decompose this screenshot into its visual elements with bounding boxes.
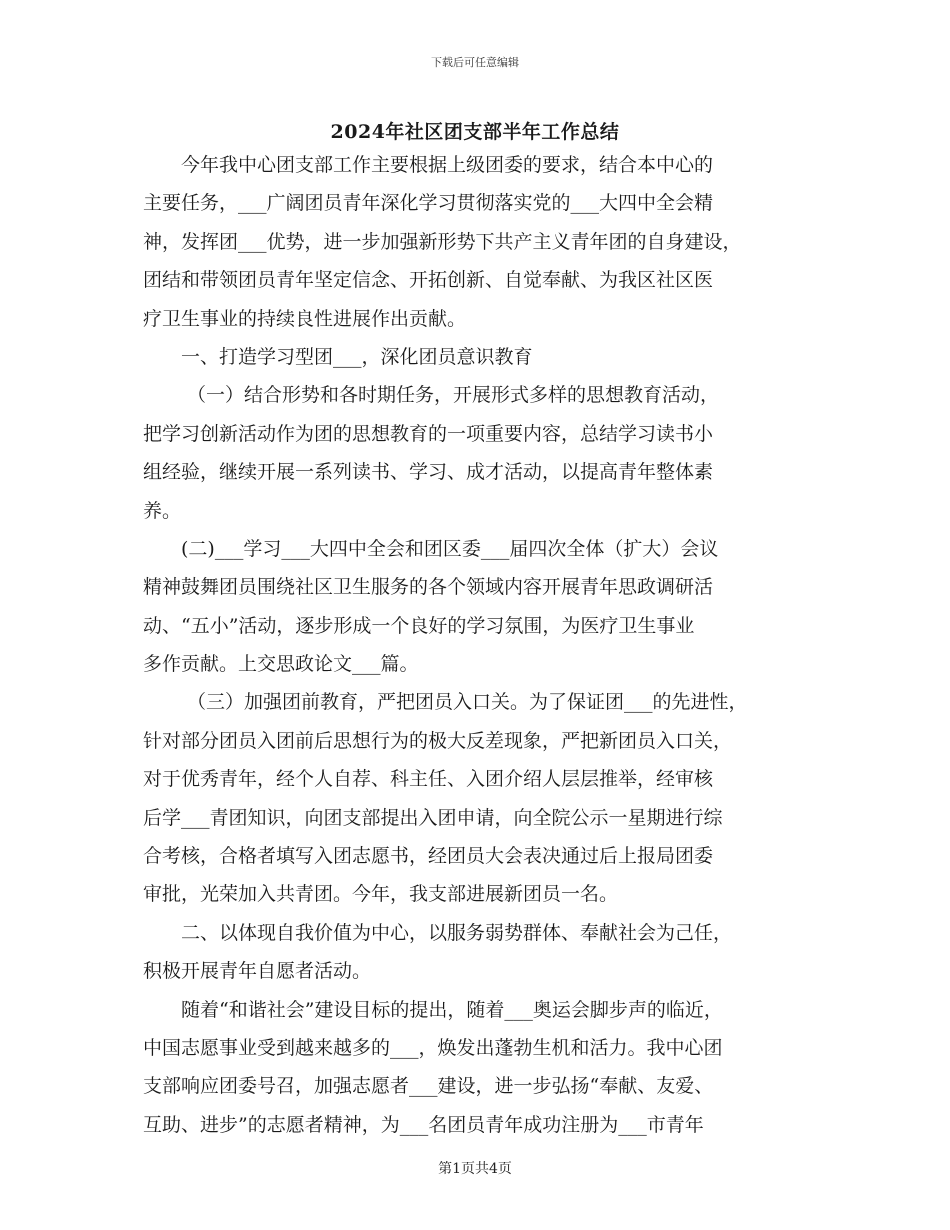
text-line: 审批，光荣加入共青团。今年，我支部进展新团员一名。 (143, 883, 619, 906)
text-line: 神，发挥团___优势，进一步加强新形势下共产主义青年团的自身建设， (143, 230, 742, 253)
text-line: 后学___青团知识，向团支部提出入团申请，向全院公示一星期进行综 (143, 806, 723, 829)
text-line: 中国志愿事业受到越来越多的___，焕发出蓬勃生机和活力。我中心团 (143, 1036, 723, 1059)
text-line: 互助、进步”的志愿者精神，为___名团员青年成功注册为___市青年 (143, 1113, 704, 1136)
text-line: 把学习创新活动作为团的思想教育的一项重要内容，总结学习读书小 (143, 422, 714, 445)
text-line: 主要任务，___广阔团员青年深化学习贯彻落实党的___大四中全会精 (143, 192, 714, 215)
text-line: 针对部分团员入团前后思想行为的极大反差现象，严把新团员入口关， (143, 729, 733, 752)
document-title: 2024年社区团支部半年工作总结 (330, 121, 620, 143)
text-line: 疗卫生事业的持续良性进展作出贡献。 (143, 307, 467, 330)
text-line: 支部响应团委号召，加强志愿者___建设，进一步弘扬“奉献、友爱、 (143, 1075, 714, 1098)
text-line: （三）加强团前教育，严把团员入口关。为了保证团___的先进性， (187, 691, 748, 714)
text-line: 团结和带领团员青年坚定信念、开拓创新、自觉奉献、为我区社区医 (143, 269, 714, 292)
text-line: 随着“和谐社会”建设目标的提出，随着___奥运会脚步声的临近， (181, 998, 723, 1021)
text-line: (二)___学习___大四中全会和团区委___届四次全体（扩大）会议 (181, 537, 719, 560)
text-line: 养。 (143, 499, 182, 522)
text-line: 对于优秀青年，经个人自荐、科主任、入团介绍人层层推举，经审核 (143, 768, 714, 791)
text-line: 多作贡献。上交思政论文___篇。 (143, 653, 419, 676)
text-line: 动、“五小”活动，逐步形成一个良好的学习氛围，为医疗卫生事业 (143, 614, 695, 637)
section-heading: 二、以体现自我价值为中心，以服务弱势群体、奉献社会为己任， (181, 921, 733, 944)
section-heading: 一、打造学习型团___，深化团员意识教育 (181, 345, 533, 368)
document-body (143, 146, 811, 1144)
page-number: 第1页共4页 (438, 1161, 512, 1177)
text-line: 组经验，继续开展一系列读书、学习、成才活动，以提高青年整体素 (143, 461, 714, 484)
text-line: 精神鼓舞团员围绕社区卫生服务的各个领域内容开展青年思政调研活 (143, 576, 714, 599)
text-line: 积极开展青年自愿者活动。 (143, 960, 372, 983)
text-line: 今年我中心团支部工作主要根据上级团委的要求，结合本中心的 (181, 154, 714, 176)
header-note: 下载后可任意编辑 (431, 56, 519, 69)
text-line: （一）结合形势和各时期任务，开展形式多样的思想教育活动， (187, 384, 720, 407)
text-line: 合考核，合格者填写入团志愿书，经团员大会表决通过后上报局团委 (143, 845, 714, 868)
